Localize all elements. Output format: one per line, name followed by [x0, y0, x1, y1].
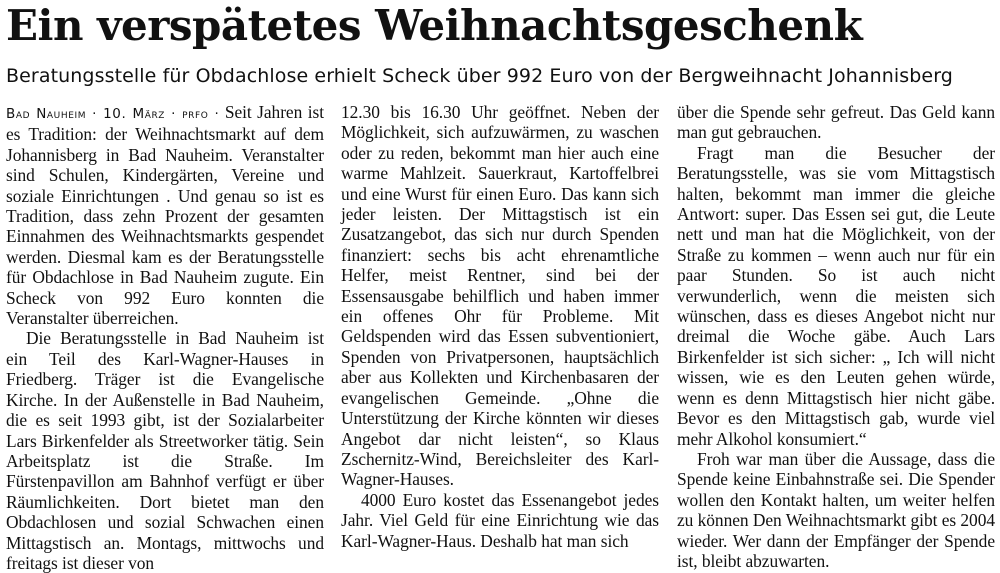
- paragraph: 4000 Euro kostet das Essenangebot jedes Jahr. Viel Geld für eine Einrichtung wie das Karl-Wagner-Haus. Deshalb hat man sich: [341, 489, 659, 551]
- paragraph-text: Seit Jahren ist es Tradition: der Weihnachtsmarkt auf dem Johannisberg in Bad Nauheim. Veranstalter sind Schulen, Kindergärten, Vereine und soziale Einrichtungen . Und genau so ist es Tradition, dass zehn Prozent der gesamten Einnahmen des Weihnachtsmarkts gespendet werden. Diesmal kam es der Beratungsstelle für Obdachlose in Bad Nauheim zugute. Ein Scheck von 992 Euro konnten die Veranstalter überreichen.: [6, 102, 324, 329]
- article-column-1: [6, 102, 324, 573]
- paragraph: [6, 102, 324, 328]
- paragraph: Froh war man über die Aussage, dass die Spende keine Einbahnstraße sei. Die Spender wollen den Kontakt halten, um weiter helfen zu können Den Weihnachtsmarkt gibt es 2004 wieder. Wer dann der Empfänger der Spende ist, bleibt abzuwarten.: [677, 448, 995, 571]
- paragraph: 12.30 bis 16.30 Uhr geöffnet. Neben der Möglichkeit, sich aufzuwärmen, zu waschen oder zu reden, bekommt man hier auch eine warme Mahlzeit. Sauerkraut, Kartoffelbrei und eine Wurst für einen Euro. Das kann sich jeder leisten. Der Mittagstisch ist ein Zusatzangebot, das sich nur durch Spenden finanziert: sechs bis acht ehrenamtliche Helfer, meist Rentner, sind bei der Essensausgabe behilflich und haben immer ein offenes Ohr für Probleme. Mit Geldspenden wird das Essen subventioniert, Spenden von Privatpersonen, hauptsächlich aber aus Kollekten und Kirchenbasaren der evangelischen Gemeinde. „Ohne die Unterstützung der Kirche könnten wir dieses Angebot dar nicht leisten“, so Klaus Zschernitz-Wind, Bereichsleiter des Karl-Wagner-Hauses.: [341, 102, 659, 490]
- article-headline: Ein verspätetes Weihnachtsgeschenk: [6, 1, 863, 50]
- article-subheadline: Beratungsstelle für Obdachlose erhielt Scheck über 992 Euro von der Bergweihnacht Johannisberg: [6, 65, 953, 87]
- article-column-2: [341, 102, 659, 551]
- paragraph: Die Beratungsstelle in Bad Nauheim ist ein Teil des Karl-Wagner-Hauses in Friedberg. Träger ist die Evangelische Kirche. In der Außenstelle in Bad Nauheim, die es seit 1993 gibt, ist der Sozialarbeiter Lars Birkenfelder als Streetworker tätig. Sein Arbeitsplatz ist die Straße. Im Fürstenpavillon am Bahnhof verfügt er über Räumlichkeiten. Dort bietet man den Obdachlosen und sozial Schwachen einen Mittagstisch an. Montags, mittwochs und freitags ist dieser von: [6, 328, 324, 573]
- paragraph: Fragt man die Besucher der Beratungsstelle, was sie vom Mittagstisch halten, bekommt man immer die gleiche Antwort: super. Das Essen sei gut, die Leute nett und man hat die Möglichkeit, von der Straße zu kommen – wenn auch nur für ein paar Stunden. So ist auch nicht verwunderlich, wenn die meisten sich wünschen, dass es dieses Angebot nicht nur dreimal die Woche gäbe. Auch Lars Birkenfelder ist sich sicher: „ Ich will nicht wissen, wie es den Leuten gehen würde, wenn es denn Mittagstisch hier nicht gäbe. Bevor es den Mittagstisch gab, wurde viel mehr Alkohol konsumiert.“: [677, 142, 995, 449]
- article-column-3: [677, 102, 995, 571]
- paragraph: über die Spende sehr gefreut. Das Geld kann man gut gebrauchen.: [677, 102, 995, 143]
- dateline: Bad Nauheim · 10. März · prfo ·: [6, 106, 220, 122]
